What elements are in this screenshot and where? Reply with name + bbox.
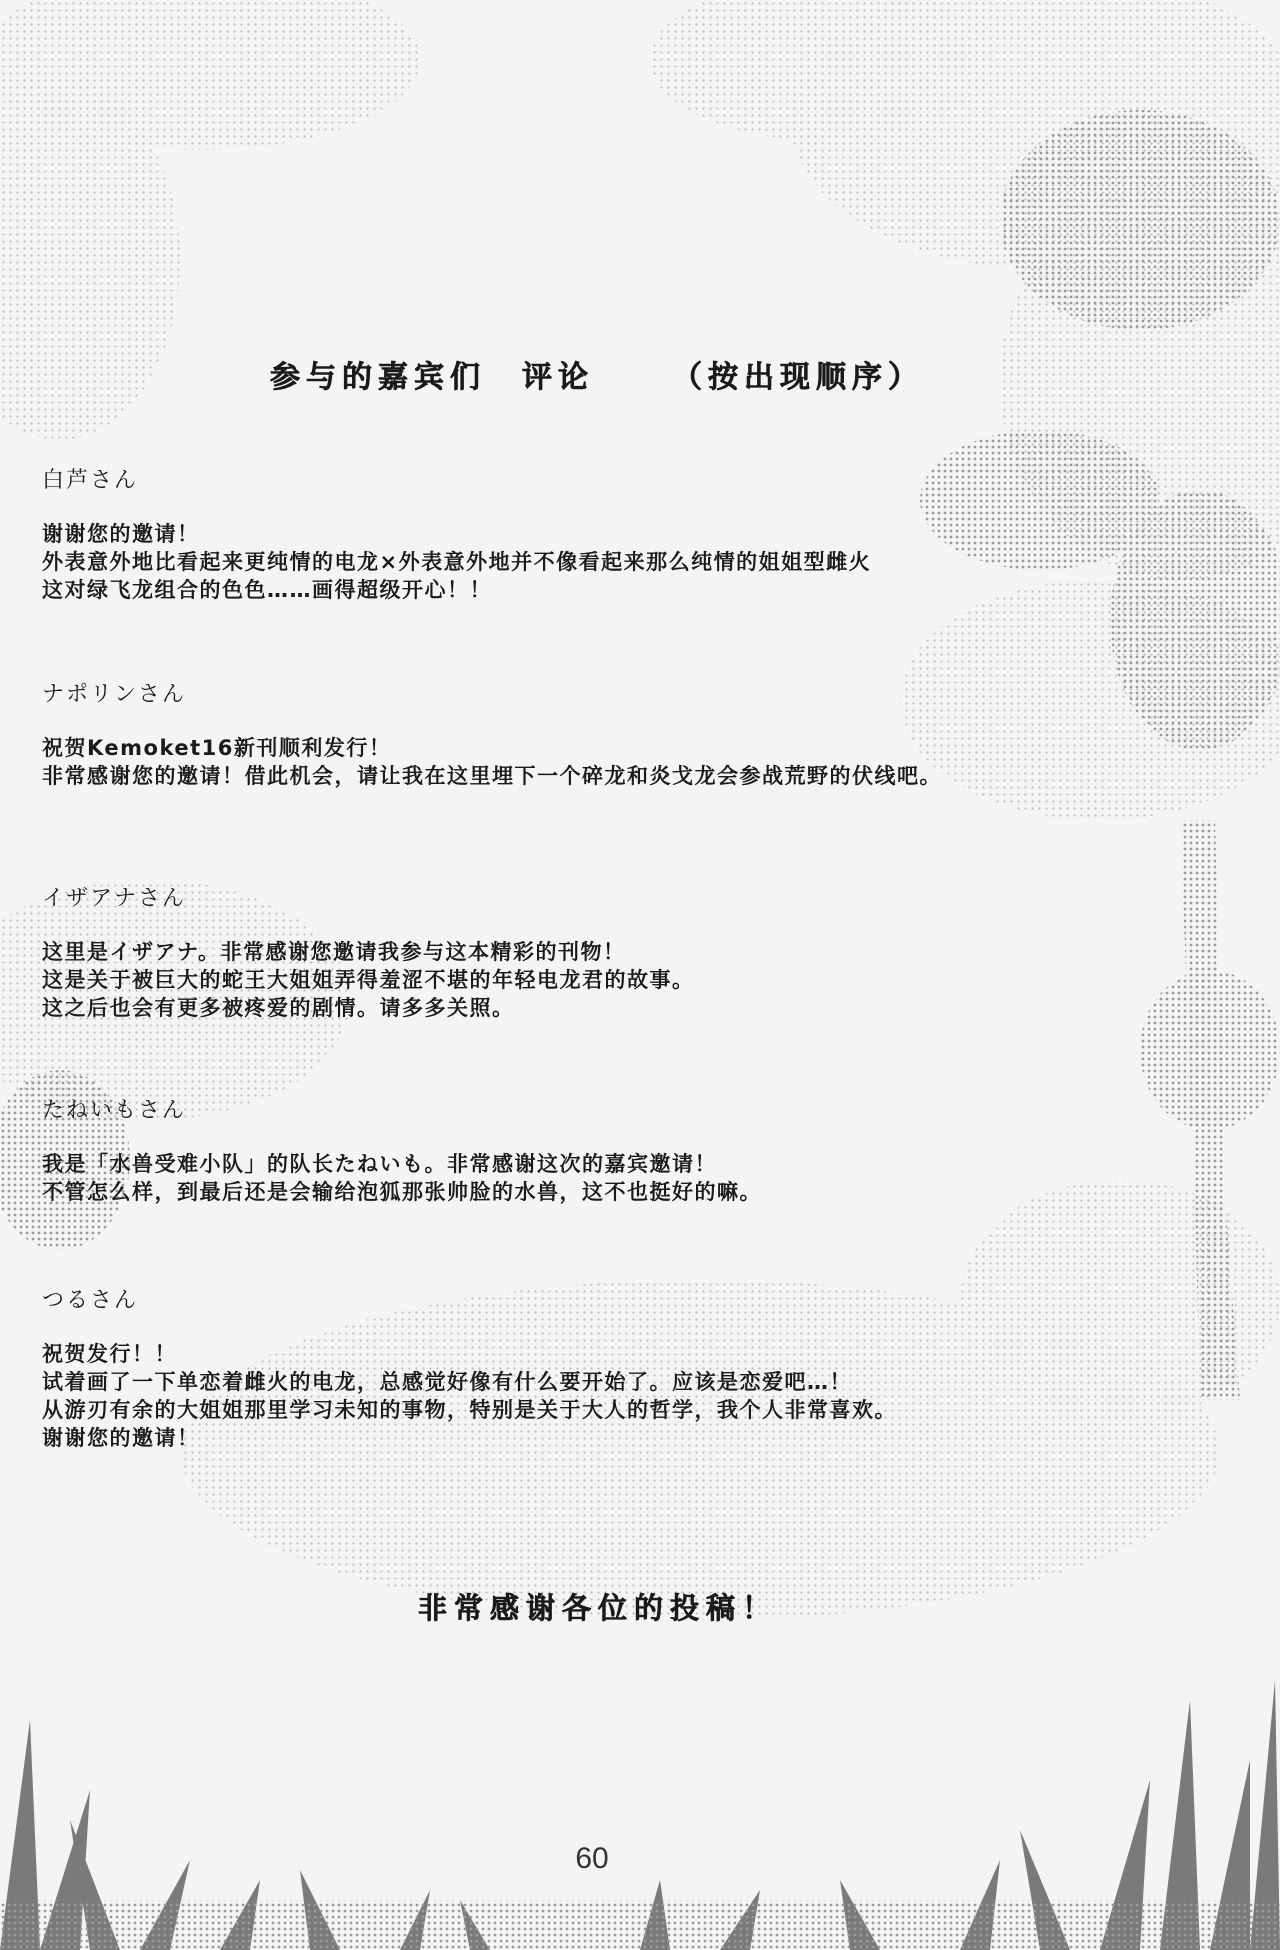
comment-body (42, 1150, 1222, 1206)
comment-line: 不管怎么样，到最后还是会输给泡狐那张帅脸的水兽，这不也挺好的嘛。 (42, 1180, 762, 1204)
comment-author: 白芦さん (42, 468, 139, 493)
comment-line: 这之后也会有更多被疼爱的剧情。请多多关照。 (42, 996, 515, 1020)
comment-line: 非常感谢您的邀请！借此机会，请让我在这里埋下一个碎龙和炎戈龙会参战荒野的伏线吧。 (42, 764, 942, 788)
title-heading: 参与的嘉宾们 评论 (270, 360, 594, 395)
comment-line: 这是关于被巨大的蛇王大姐姐弄得羞涩不堪的年轻电龙君的故事。 (42, 968, 695, 992)
comment-block (42, 1283, 1222, 1452)
comment-line: 这对绿飞龙组合的色色……画得超级开心！！ (42, 578, 492, 602)
comment-line: 试着画了一下单恋着雌火的电龙，总感觉好像有什么要开始了。应该是恋爱吧…！ (42, 1370, 852, 1394)
comment-author: イザアナさん (42, 886, 187, 911)
page-number: 60 (575, 1842, 609, 1875)
comment-author: つるさん (42, 1288, 139, 1313)
comment-author: ナポリンさん (42, 682, 187, 707)
comment-line: 谢谢您的邀请！ (42, 522, 200, 546)
comment-block (42, 881, 1222, 1022)
comment-body (42, 1340, 1222, 1452)
comment-author: たねいもさん (42, 1098, 187, 1123)
comment-block (42, 677, 1222, 790)
comment-line: 外表意外地比看起来更纯情的电龙×外表意外地并不像看起来那么纯情的姐姐型雌火 (42, 550, 872, 574)
comment-line: 从游刃有余的大姐姐那里学习未知的事物，特别是关于大人的哲学，我个人非常喜欢。 (42, 1398, 897, 1422)
comment-body (42, 734, 1222, 790)
comment-body (42, 520, 1222, 604)
comment-block (42, 463, 1222, 604)
comment-line: 这里是イザアナ。非常感谢您邀请我参与这本精彩的刊物！ (42, 940, 626, 964)
closing-thanks: 非常感谢各位的投稿！ (418, 1591, 779, 1625)
comment-body (42, 938, 1222, 1022)
title-order-note: （按出现顺序） (672, 360, 924, 395)
comment-block (42, 1093, 1222, 1206)
comment-line: 我是「水兽受难小队」的队长たねいも。非常感谢这次的嘉宾邀请！ (42, 1152, 717, 1176)
comment-line: 祝贺发行！！ (42, 1342, 177, 1366)
comment-line: 谢谢您的邀请！ (42, 1426, 200, 1450)
comment-line: 祝贺Kemoket16新刊顺利发行！ (42, 736, 392, 760)
page-title (270, 352, 1030, 396)
